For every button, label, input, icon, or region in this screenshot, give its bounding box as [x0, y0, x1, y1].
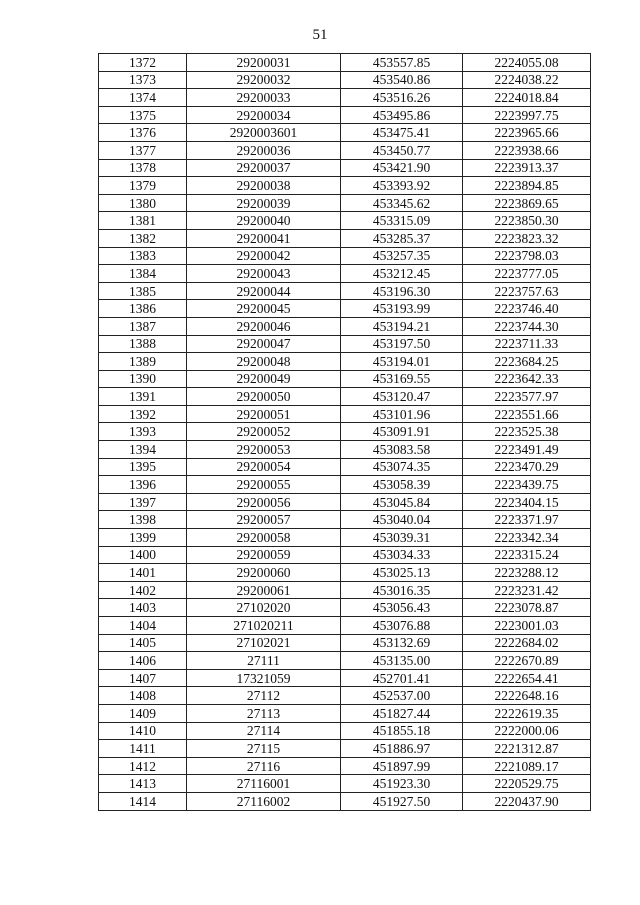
table-row — [99, 546, 591, 564]
point-number-cell: 1404 — [99, 617, 187, 635]
x-coordinate-cell: 453034.33 — [341, 546, 463, 564]
y-coordinate-cell: 2222648.16 — [463, 687, 591, 705]
point-number-cell: 1408 — [99, 687, 187, 705]
x-coordinate-cell: 453285.37 — [341, 229, 463, 247]
table-row — [99, 529, 591, 547]
table-row — [99, 617, 591, 635]
point-id-cell: 29200033 — [187, 89, 341, 107]
x-coordinate-cell: 453450.77 — [341, 141, 463, 159]
point-id-cell: 29200046 — [187, 317, 341, 335]
y-coordinate-cell: 2223711.33 — [463, 335, 591, 353]
point-number-cell: 1376 — [99, 124, 187, 142]
table-row — [99, 229, 591, 247]
y-coordinate-cell: 2223491.49 — [463, 441, 591, 459]
point-number-cell: 1383 — [99, 247, 187, 265]
point-id-cell: 27111 — [187, 652, 341, 670]
point-id-cell: 29200048 — [187, 353, 341, 371]
point-id-cell: 29200058 — [187, 529, 341, 547]
y-coordinate-cell: 2222654.41 — [463, 669, 591, 687]
x-coordinate-cell: 453056.43 — [341, 599, 463, 617]
table-row — [99, 89, 591, 107]
table-row — [99, 317, 591, 335]
x-coordinate-cell: 453421.90 — [341, 159, 463, 177]
x-coordinate-cell: 453557.85 — [341, 54, 463, 72]
point-number-cell: 1400 — [99, 546, 187, 564]
x-coordinate-cell: 453074.35 — [341, 458, 463, 476]
x-coordinate-cell: 453475.41 — [341, 124, 463, 142]
point-number-cell: 1398 — [99, 511, 187, 529]
point-number-cell: 1407 — [99, 669, 187, 687]
y-coordinate-cell: 2222000.06 — [463, 722, 591, 740]
point-id-cell: 29200054 — [187, 458, 341, 476]
x-coordinate-cell: 453257.35 — [341, 247, 463, 265]
point-id-cell: 29200042 — [187, 247, 341, 265]
table-row — [99, 476, 591, 494]
y-coordinate-cell: 2221312.87 — [463, 740, 591, 758]
point-id-cell: 27114 — [187, 722, 341, 740]
point-id-cell: 29200041 — [187, 229, 341, 247]
point-id-cell: 2920003601 — [187, 124, 341, 142]
x-coordinate-cell: 453101.96 — [341, 405, 463, 423]
table-row — [99, 669, 591, 687]
table-row — [99, 247, 591, 265]
point-id-cell: 271020211 — [187, 617, 341, 635]
y-coordinate-cell: 2223342.34 — [463, 529, 591, 547]
point-number-cell: 1387 — [99, 317, 187, 335]
y-coordinate-cell: 2223965.66 — [463, 124, 591, 142]
y-coordinate-cell: 2223913.37 — [463, 159, 591, 177]
x-coordinate-cell: 453039.31 — [341, 529, 463, 547]
table-row — [99, 687, 591, 705]
point-number-cell: 1373 — [99, 71, 187, 89]
table-row — [99, 792, 591, 810]
point-number-cell: 1391 — [99, 388, 187, 406]
x-coordinate-cell: 453025.13 — [341, 564, 463, 582]
point-number-cell: 1390 — [99, 370, 187, 388]
point-id-cell: 27113 — [187, 704, 341, 722]
table-row — [99, 740, 591, 758]
table-row — [99, 71, 591, 89]
table-row — [99, 177, 591, 195]
point-id-cell: 29200056 — [187, 493, 341, 511]
y-coordinate-cell: 2223938.66 — [463, 141, 591, 159]
point-number-cell: 1397 — [99, 493, 187, 511]
point-number-cell: 1381 — [99, 212, 187, 230]
point-id-cell: 29200049 — [187, 370, 341, 388]
point-id-cell: 27116001 — [187, 775, 341, 793]
y-coordinate-cell: 2223231.42 — [463, 581, 591, 599]
table-row — [99, 634, 591, 652]
x-coordinate-cell: 451897.99 — [341, 757, 463, 775]
table-row — [99, 581, 591, 599]
table-row — [99, 159, 591, 177]
table-row — [99, 353, 591, 371]
point-number-cell: 1374 — [99, 89, 187, 107]
x-coordinate-cell: 453169.55 — [341, 370, 463, 388]
y-coordinate-cell: 2223288.12 — [463, 564, 591, 582]
point-id-cell: 29200043 — [187, 265, 341, 283]
table-row — [99, 493, 591, 511]
table-row — [99, 441, 591, 459]
point-number-cell: 1375 — [99, 106, 187, 124]
x-coordinate-cell: 453016.35 — [341, 581, 463, 599]
y-coordinate-cell: 2223525.38 — [463, 423, 591, 441]
x-coordinate-cell: 453196.30 — [341, 282, 463, 300]
point-number-cell: 1394 — [99, 441, 187, 459]
table-row — [99, 757, 591, 775]
table-row — [99, 599, 591, 617]
x-coordinate-cell: 453194.21 — [341, 317, 463, 335]
point-number-cell: 1380 — [99, 194, 187, 212]
point-id-cell: 29200045 — [187, 300, 341, 318]
table-row — [99, 511, 591, 529]
y-coordinate-cell: 2224055.08 — [463, 54, 591, 72]
x-coordinate-cell: 453040.04 — [341, 511, 463, 529]
point-number-cell: 1413 — [99, 775, 187, 793]
y-coordinate-cell: 2223684.25 — [463, 353, 591, 371]
point-id-cell: 29200038 — [187, 177, 341, 195]
point-id-cell: 29200044 — [187, 282, 341, 300]
table-row — [99, 775, 591, 793]
x-coordinate-cell: 453193.99 — [341, 300, 463, 318]
point-id-cell: 29200053 — [187, 441, 341, 459]
point-number-cell: 1395 — [99, 458, 187, 476]
x-coordinate-cell: 451827.44 — [341, 704, 463, 722]
point-id-cell: 29200061 — [187, 581, 341, 599]
table-row — [99, 124, 591, 142]
point-number-cell: 1402 — [99, 581, 187, 599]
x-coordinate-cell: 452701.41 — [341, 669, 463, 687]
point-number-cell: 1378 — [99, 159, 187, 177]
x-coordinate-cell: 453540.86 — [341, 71, 463, 89]
point-number-cell: 1414 — [99, 792, 187, 810]
point-number-cell: 1389 — [99, 353, 187, 371]
y-coordinate-cell: 2223315.24 — [463, 546, 591, 564]
y-coordinate-cell: 2220529.75 — [463, 775, 591, 793]
y-coordinate-cell: 2222619.35 — [463, 704, 591, 722]
point-number-cell: 1406 — [99, 652, 187, 670]
table-row — [99, 370, 591, 388]
point-id-cell: 29200031 — [187, 54, 341, 72]
table-row — [99, 106, 591, 124]
x-coordinate-cell: 451886.97 — [341, 740, 463, 758]
page-number: 51 — [312, 27, 328, 43]
point-id-cell: 27102020 — [187, 599, 341, 617]
x-coordinate-cell: 453194.01 — [341, 353, 463, 371]
y-coordinate-cell: 2223404.15 — [463, 493, 591, 511]
point-number-cell: 1411 — [99, 740, 187, 758]
x-coordinate-cell: 453045.84 — [341, 493, 463, 511]
y-coordinate-cell: 2223746.40 — [463, 300, 591, 318]
x-coordinate-cell: 453516.26 — [341, 89, 463, 107]
point-id-cell: 17321059 — [187, 669, 341, 687]
table-row — [99, 194, 591, 212]
table-row — [99, 141, 591, 159]
point-number-cell: 1379 — [99, 177, 187, 195]
y-coordinate-cell: 2223371.97 — [463, 511, 591, 529]
y-coordinate-cell: 2223823.32 — [463, 229, 591, 247]
point-id-cell: 27102021 — [187, 634, 341, 652]
point-id-cell: 27115 — [187, 740, 341, 758]
x-coordinate-cell: 453495.86 — [341, 106, 463, 124]
table-row — [99, 282, 591, 300]
x-coordinate-cell: 453135.00 — [341, 652, 463, 670]
y-coordinate-cell: 2223642.33 — [463, 370, 591, 388]
point-number-cell: 1405 — [99, 634, 187, 652]
point-id-cell: 29200036 — [187, 141, 341, 159]
y-coordinate-cell: 2223798.03 — [463, 247, 591, 265]
x-coordinate-cell: 453076.88 — [341, 617, 463, 635]
y-coordinate-cell: 2223757.63 — [463, 282, 591, 300]
y-coordinate-cell: 2223551.66 — [463, 405, 591, 423]
y-coordinate-cell: 2223001.03 — [463, 617, 591, 635]
point-number-cell: 1393 — [99, 423, 187, 441]
y-coordinate-cell: 2222670.89 — [463, 652, 591, 670]
table-row — [99, 300, 591, 318]
table-row — [99, 458, 591, 476]
point-id-cell: 29200051 — [187, 405, 341, 423]
x-coordinate-cell: 453091.91 — [341, 423, 463, 441]
point-id-cell: 27116002 — [187, 792, 341, 810]
x-coordinate-cell: 453212.45 — [341, 265, 463, 283]
x-coordinate-cell: 453393.92 — [341, 177, 463, 195]
table-row — [99, 652, 591, 670]
point-id-cell: 29200037 — [187, 159, 341, 177]
x-coordinate-cell: 453197.50 — [341, 335, 463, 353]
coordinates-table-body — [99, 54, 591, 811]
table-row — [99, 212, 591, 230]
point-id-cell: 29200050 — [187, 388, 341, 406]
point-id-cell: 29200057 — [187, 511, 341, 529]
point-number-cell: 1377 — [99, 141, 187, 159]
x-coordinate-cell: 452537.00 — [341, 687, 463, 705]
y-coordinate-cell: 2224038.22 — [463, 71, 591, 89]
point-id-cell: 29200060 — [187, 564, 341, 582]
y-coordinate-cell: 2220437.90 — [463, 792, 591, 810]
y-coordinate-cell: 2223850.30 — [463, 212, 591, 230]
point-number-cell: 1410 — [99, 722, 187, 740]
table-row — [99, 564, 591, 582]
table-row — [99, 722, 591, 740]
y-coordinate-cell: 2223894.85 — [463, 177, 591, 195]
point-number-cell: 1372 — [99, 54, 187, 72]
x-coordinate-cell: 453058.39 — [341, 476, 463, 494]
y-coordinate-cell: 2223470.29 — [463, 458, 591, 476]
point-id-cell: 29200039 — [187, 194, 341, 212]
table-row — [99, 54, 591, 72]
table-row — [99, 335, 591, 353]
point-number-cell: 1388 — [99, 335, 187, 353]
y-coordinate-cell: 2224018.84 — [463, 89, 591, 107]
point-id-cell: 29200040 — [187, 212, 341, 230]
y-coordinate-cell: 2223577.97 — [463, 388, 591, 406]
point-number-cell: 1412 — [99, 757, 187, 775]
point-id-cell: 29200052 — [187, 423, 341, 441]
y-coordinate-cell: 2223439.75 — [463, 476, 591, 494]
point-number-cell: 1384 — [99, 265, 187, 283]
x-coordinate-cell: 453345.62 — [341, 194, 463, 212]
point-number-cell: 1403 — [99, 599, 187, 617]
x-coordinate-cell: 453315.09 — [341, 212, 463, 230]
point-number-cell: 1401 — [99, 564, 187, 582]
y-coordinate-cell: 2223997.75 — [463, 106, 591, 124]
point-id-cell: 27112 — [187, 687, 341, 705]
table-row — [99, 265, 591, 283]
table-row — [99, 423, 591, 441]
point-number-cell: 1399 — [99, 529, 187, 547]
point-number-cell: 1386 — [99, 300, 187, 318]
x-coordinate-cell: 451855.18 — [341, 722, 463, 740]
point-number-cell: 1382 — [99, 229, 187, 247]
point-number-cell: 1409 — [99, 704, 187, 722]
y-coordinate-cell: 2223078.87 — [463, 599, 591, 617]
y-coordinate-cell: 2222684.02 — [463, 634, 591, 652]
y-coordinate-cell: 2223744.30 — [463, 317, 591, 335]
point-id-cell: 29200055 — [187, 476, 341, 494]
point-number-cell: 1385 — [99, 282, 187, 300]
point-id-cell: 29200032 — [187, 71, 341, 89]
y-coordinate-cell: 2223777.05 — [463, 265, 591, 283]
point-number-cell: 1392 — [99, 405, 187, 423]
point-id-cell: 29200034 — [187, 106, 341, 124]
coordinates-table — [98, 53, 591, 811]
x-coordinate-cell: 453083.58 — [341, 441, 463, 459]
x-coordinate-cell: 451923.30 — [341, 775, 463, 793]
y-coordinate-cell: 2223869.65 — [463, 194, 591, 212]
point-number-cell: 1396 — [99, 476, 187, 494]
x-coordinate-cell: 453120.47 — [341, 388, 463, 406]
x-coordinate-cell: 451927.50 — [341, 792, 463, 810]
point-id-cell: 29200059 — [187, 546, 341, 564]
point-id-cell: 29200047 — [187, 335, 341, 353]
table-row — [99, 388, 591, 406]
point-id-cell: 27116 — [187, 757, 341, 775]
y-coordinate-cell: 2221089.17 — [463, 757, 591, 775]
table-row — [99, 405, 591, 423]
table-row — [99, 704, 591, 722]
x-coordinate-cell: 453132.69 — [341, 634, 463, 652]
